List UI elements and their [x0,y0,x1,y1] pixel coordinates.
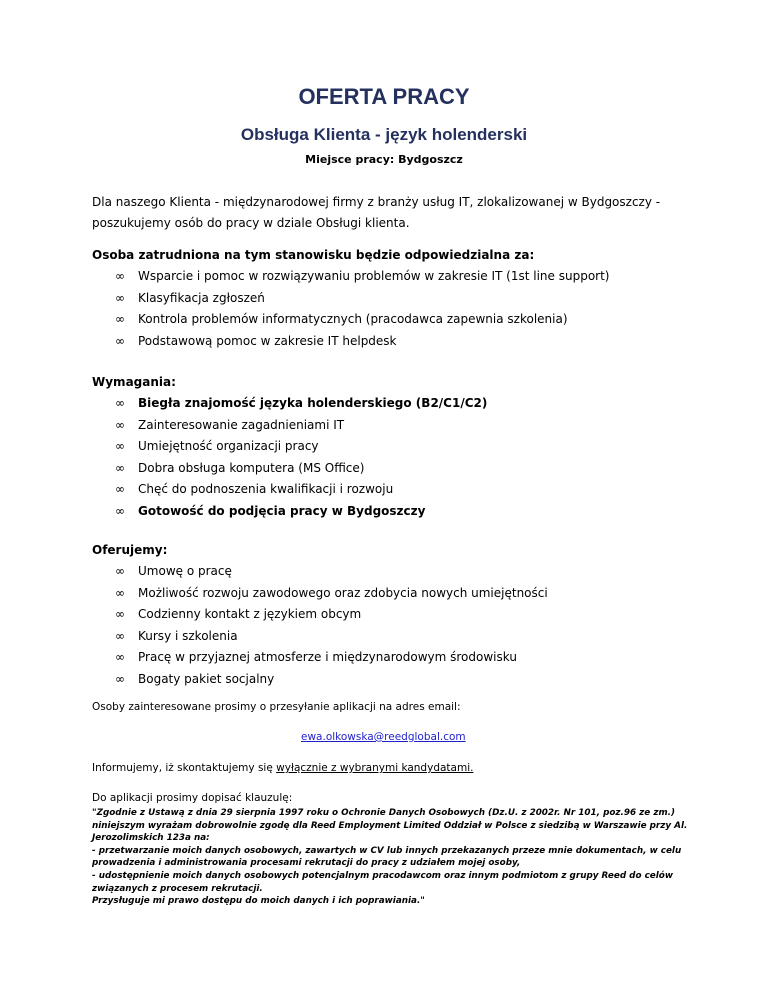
job-subtitle: Obsługa Klienta - język holenderski [240,125,528,144]
clause-line: prowadzenia i administrowania procesami rekrutacji do pracy z udziałem mojej osoby, [92,858,521,869]
infinity-bullet-icon: ∞ [115,417,125,432]
infinity-bullet-icon: ∞ [115,439,125,454]
infinity-bullet-icon: ∞ [115,607,125,622]
contact-notice-emphasis: wyłącznie z wybranymi kandydatami. [276,762,474,774]
infinity-bullet-icon: ∞ [115,312,125,327]
contact-notice [92,762,473,774]
infinity-bullet-icon: ∞ [115,290,125,305]
infinity-bullet-icon: ∞ [115,503,125,518]
infinity-bullet-icon: ∞ [115,628,125,643]
clause-line: Przysługuje mi prawo dostępu do moich danych i ich poprawiania." [92,896,425,907]
infinity-bullet-icon: ∞ [115,269,125,283]
offer-heading: Oferujemy: [92,543,168,557]
intro-paragraph [92,192,692,234]
data-protection-clause [92,807,688,908]
infinity-bullet-icon: ∞ [115,671,125,686]
contact-notice-text: Informujemy, iż skontaktujemy się [92,762,277,774]
responsibilities-heading: Osoba zatrudniona na tym stanowisku będzie odpowiedzialna za: [92,248,535,262]
clause-line: - przetwarzanie moich danych osobowych, zawartych w CV lub innych przekazanych przeze mnie dokumentach, w celu [92,845,682,856]
page-title: OFERTA PRACY [298,84,470,109]
infinity-bullet-icon: ∞ [115,460,125,475]
infinity-bullet-icon: ∞ [115,564,125,578]
infinity-bullet-icon: ∞ [115,585,125,600]
clause-line: - udostępnienie moich danych osobowych potencjalnym pracodawcom oraz innym podmiotom z grupy Reed do celów [92,870,673,881]
intro-line: poszukujemy osób do pracy w dziale Obsługi klienta. [92,216,410,230]
apply-instructions: Osoby zainteresowane prosimy o przesyłanie aplikacji na adres email: [92,701,461,713]
infinity-bullet-icon: ∞ [115,650,125,665]
infinity-bullet-icon: ∞ [115,482,125,497]
email-link[interactable]: ewa.olkowska@reedglobal.com [301,731,466,743]
requirements-heading: Wymagania: [92,375,176,389]
clause-line: Jerozolimskich 123a na: [92,833,210,844]
job-offer-document: OFERTA PRACY Obsługa Klienta - język holenderski Miejsce pracy: Bydgoszcz Dla naszego Klienta - międzynarodowej firmy z branży usług IT, zlokalizowanej w Bydgoszczy - poszukujemy osób do pracy w dziale Obsługi klienta. Osoba zatrudniona na tym stanowisku będzie odpowiedzialna za: ∞ Wsparcie i pomoc w rozwiązywaniu problemów w zakresie IT (1st line support) ∞ Klasyfikacja zgłoszeń ∞ Kontrola problemów informatycznych (pracodawca zapewnia szkolenia) ∞ Podstawową pomoc w zakresie IT helpdesk Wymagania: ∞ Biegła znajomość języka holenderskiego (B2/C1/C2) ∞ Zainteresowanie zagadnieniami IT ∞ Umiejętność organizacji pracy ∞ Dobra obsługa komputera (MS Office) ∞ Chęć do podnoszenia kwalifikacji i rozwoju ∞ Gotowość do podjęcia pracy w Bydgoszczy Oferujemy: ∞ Umowę o pracę ∞ Możliwość rozwoju zawodowego oraz zdobycia nowych umiejętności ∞ Codzienny kontakt z językiem obcym ∞ Kursy i szkolenia ∞ Pracę w przyjaznej atmosferze i międzynarodowym środowisku ∞ Bogaty pakiet socjalny Osoby zainteresowane prosimy o przesyłanie aplikacji na adres email: ewa.olkowska@reedglobal.com Informujemy, iż skontaktujemy się wyłącznie z wybranymi kandydatami. Do aplikacji prosimy dopisać klauzulę: "Zgodnie z Ustawą z dnia 29 sierpnia 1997 roku o Ochronie Danych Osobowych (Dz.U. z 2002r. Nr 101, poz.96 ze zm.) niniejszym wyrażam dobrowolnie zgodę dla Reed Employment Limited Oddział w Polsce z siedzibą w Warszawie przy Al. Jerozolimskich 123a na: - przetwarzanie moich danych osobowych, zawartych w CV lub innych przekazanych przeze mnie dokumentach, w celu prowadzenia i administrowania procesami rekrutacji do pracy z udziałem mojej osoby, - udostępnienie moich danych osobowych potencjalnym pracodawcom oraz innym podmiotom z grupy Reed do celów związanych z procesem rekrutacji. Przysługuje mi prawo dostępu do moich danych i ich poprawiania." [0,0,768,994]
clause-line: niniejszym wyrażam dobrowolnie zgodę dla Reed Employment Limited Oddział w Polsce z siedzibą w Warszawie przy Al. [92,820,688,831]
intro-line: Dla naszego Klienta - międzynarodowej firmy z branży usług IT, zlokalizowanej w Bydgoszczy - [92,195,661,209]
infinity-bullet-icon: ∞ [115,333,125,348]
infinity-bullet-icon: ∞ [115,396,125,410]
clause-line: związanych z procesem rekrutacji. [92,883,263,894]
clause-title: Do aplikacji prosimy dopisać klauzulę: [92,792,293,804]
clause-line: "Zgodnie z Ustawą z dnia 29 sierpnia 1997 roku o Ochronie Danych Osobowych (Dz.U. z 2002r. Nr 101, poz.96 ze zm.) [92,808,675,818]
work-location: Miejsce pracy: Bydgoszcz [305,153,463,166]
